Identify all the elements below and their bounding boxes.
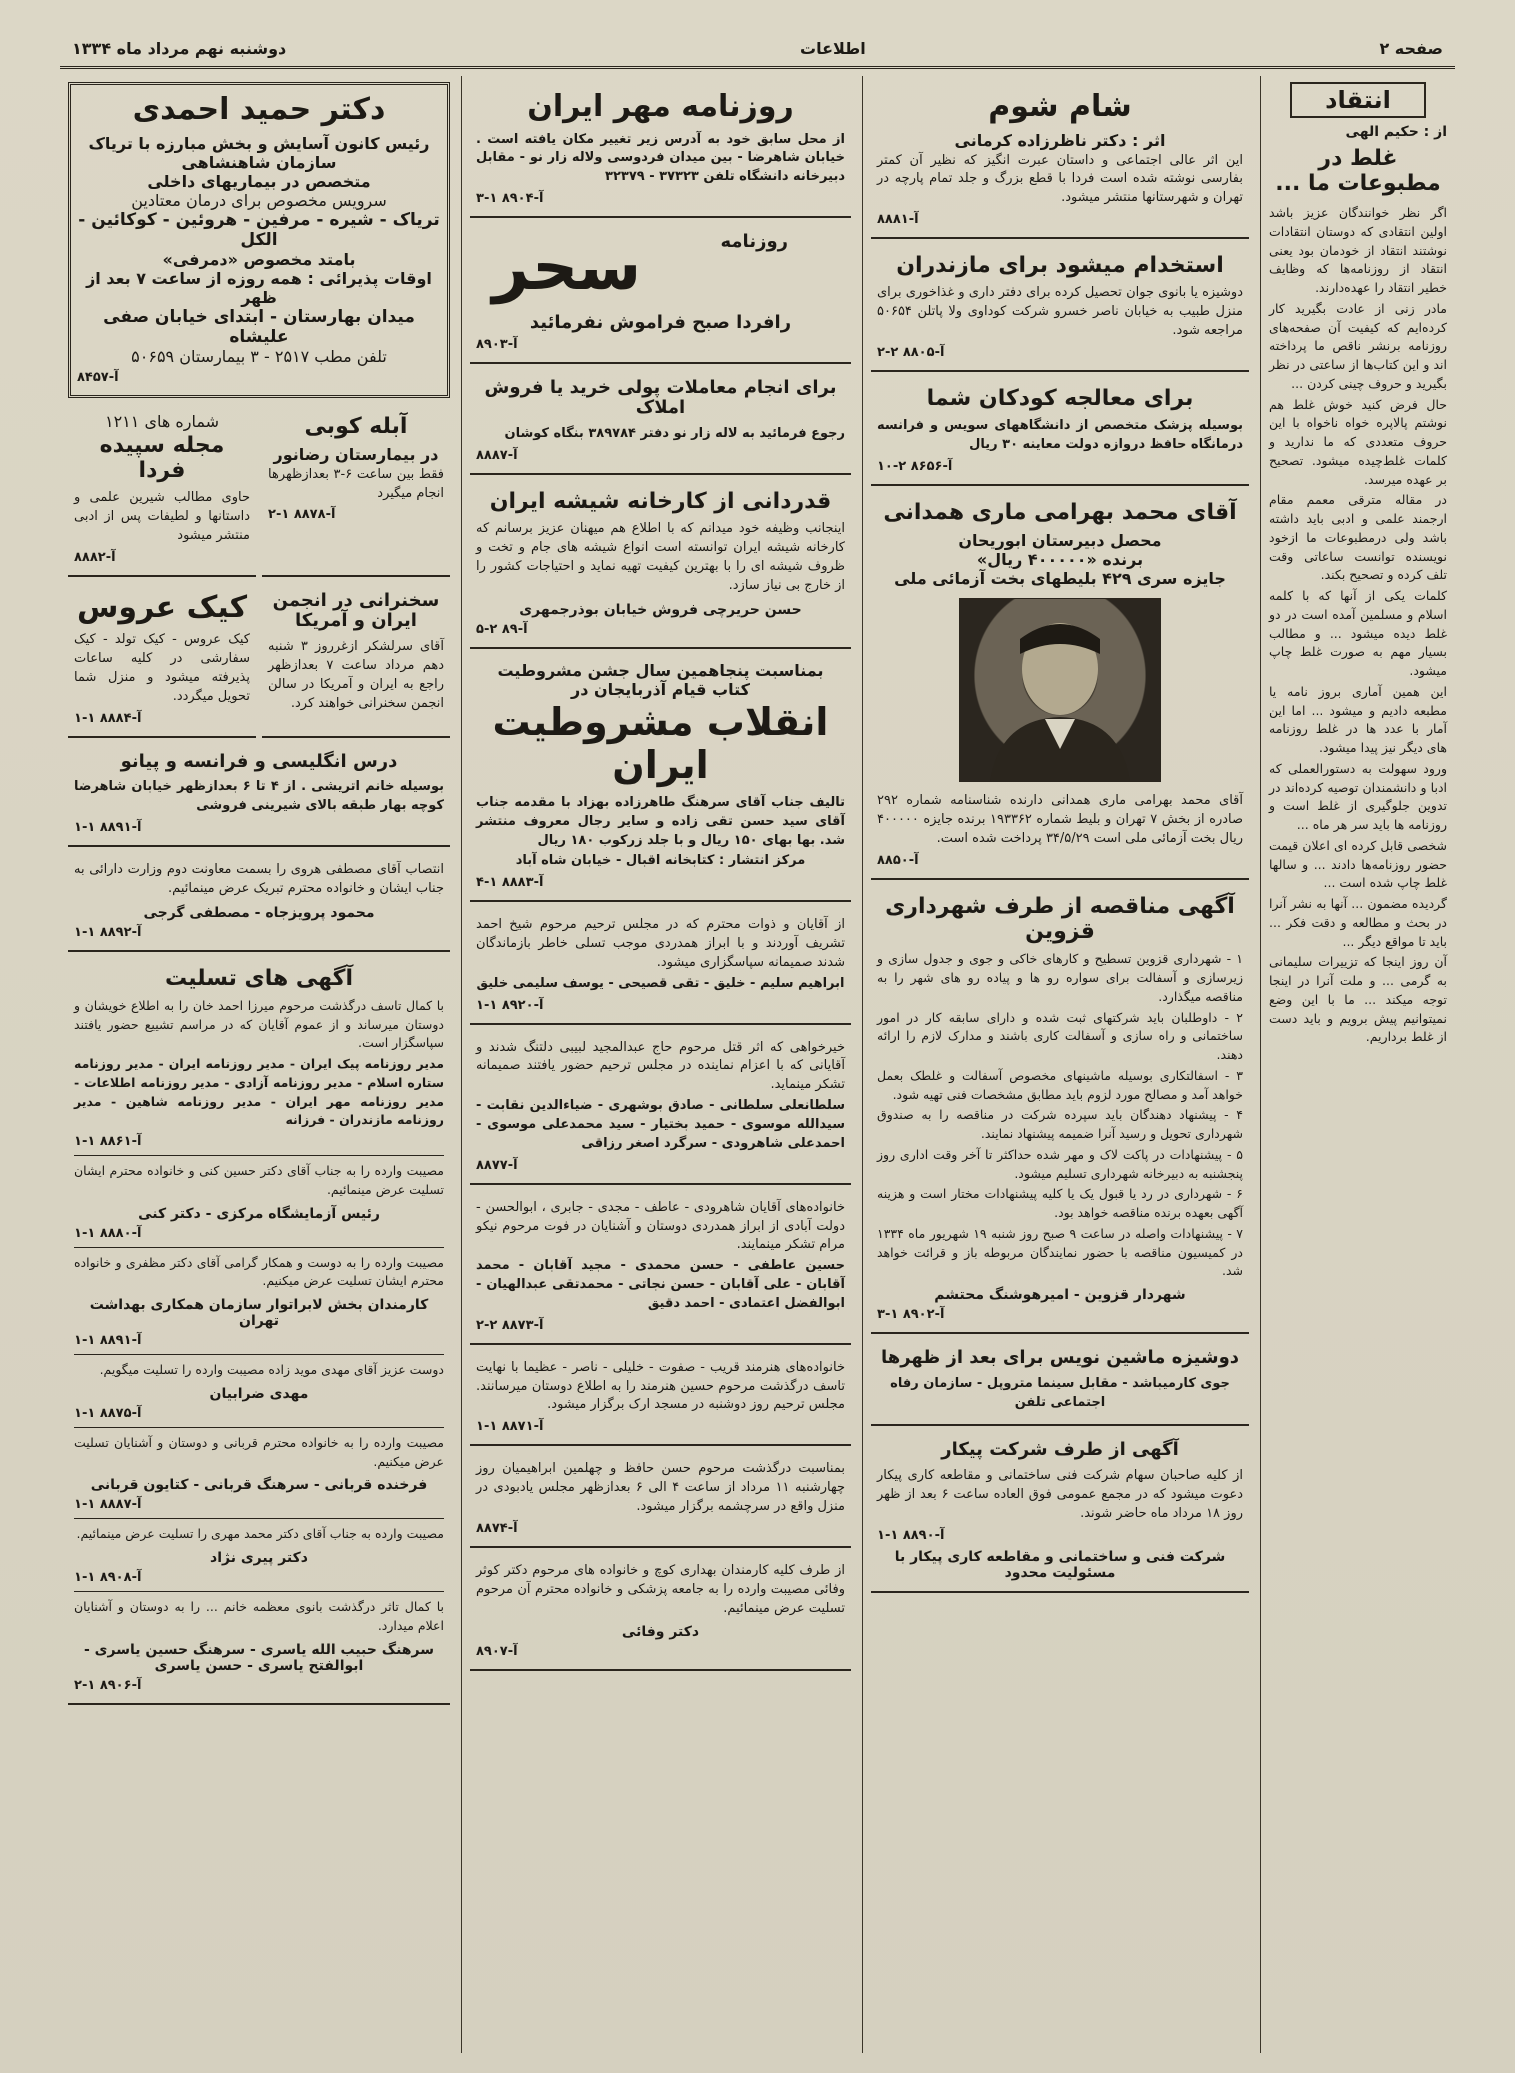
notice-signature: مهدی ضرابیان — [209, 1385, 309, 1402]
ad-title: آگهی مناقصه از طرف شهرداری قزوین — [885, 893, 1235, 944]
ad-service: سرویس مخصوص برای درمان معتادین — [131, 190, 387, 210]
ad-title: قدردانی از کارخانه شیشه ایران — [489, 488, 832, 514]
notice-signature: فرخنده قربانی - سرهنگ قربانی - کتایون قربانی — [90, 1477, 428, 1494]
ad-title: برای انجام معاملات پولی خرید یا فروش املاک — [484, 376, 837, 419]
tender-signature: شهردار قزوین - امیرهوشنگ محتشم — [934, 1287, 1186, 1304]
ad-text: دوشیزه یا بانوی جوان تحصیل کرده برای دفتر داری و غذاخوری برای منزل طبیب به خیابان ناصر خسرو شرکت کوداوی ولا پاتلن ۵۰۶۵۴ مراجعه شود. — [877, 285, 1243, 339]
ad-code: آ-۸۶۵۶ ۲-۱۰ — [877, 458, 953, 474]
ad-code: آ-۸۹۰۴ ۱-۳ — [476, 191, 544, 207]
notice-signature: کارمندان بخش لابراتوار سازمان همکاری بهداشت تهران — [89, 1297, 429, 1330]
ad-text: انتصاب آقای مصطفی هروی را بسمت معاونت دوم وزارت دارائی به جناب ایشان و خانواده محترم تبریک عرض مینمائیم. — [74, 861, 444, 896]
ad-text: آقای سرلشکر ازغرروز ۳ شنبه دهم مرداد ساعت ۷ بعدازظهر راجع به ایران و آمریکا در سالن انجمن سخنرانی خواهند کرد. — [268, 639, 445, 711]
ad-code: آ-۸۸۸۲ — [74, 549, 116, 565]
ad-lecture — [262, 583, 450, 738]
ad-num: شماره های ۱۲۱۱ — [104, 411, 220, 431]
ad-hours: اوقات پذیرائی : همه روزه از ساعت ۷ بعد از ظهر — [86, 268, 432, 307]
ad-glass-factory — [470, 481, 851, 649]
ad-drugs: تریاک - شیره - مرفین - هروئین - کوکائین - الکل — [78, 209, 440, 250]
ad-signature: محمود پرویزجاه - مصطفی گرجی — [143, 904, 375, 921]
notice-text: از آقایان و ذوات محترم که در مجلس ترحیم مرحوم شیخ احمد تشریف آوردند و با ابراز همدردی موجب تسلی خاطر بازماندگان شدند صمیمانه سپاسگزاری میشود. — [476, 917, 845, 970]
notice-text: خیرخواهی که اثر قتل مرحوم حاج عبدالمجید لبیبی دلتنگ شدند و آقایانی که با اعزام نماینده در مجلس ترحیم حضور یافتند صمیمانه تشکر مینماید. — [476, 1039, 845, 1093]
notice-thanks-6 — [470, 1554, 851, 1672]
ad-title: شام شوم — [988, 89, 1132, 124]
notice-names: حسین عاطفی - حسن محمدی - مجید آقابان - محمد آقابان - علی آقابان - حسن نجاتی - محمدتقی عبدالهیان - ابوالفضل اعتمادی - احمد دقیق — [476, 1258, 845, 1311]
notice-signature: دکتر پیری نژاد — [210, 1550, 308, 1567]
notice-text: از طرف کلیه کارمندان بهداری کوچ و خانواده های مرحوم دکتر کوثر وفائی مصیبت وارده را به جامعه پزشکی و خانواده محترم آن مرحوم تسلیت عرض مینمائیم. — [476, 1562, 845, 1616]
ad-sub: برنده «۴۰۰۰۰۰ ریال» — [976, 550, 1144, 570]
ad-code: آ-۸۹ ۲-۵ — [476, 621, 528, 637]
tender-item: ۳ - اسفالتکاری بوسیله ماشینهای مخصوص آسفالت و غلطک بعمل خواهد آمد و مصالح مورد لزوم باید مطابق مشخصات فنی تهیه شود. — [877, 1067, 1243, 1102]
notice-text: با کمال تاسف درگذشت مرحوم میرزا احمد خان را به اطلاع خویشان و دوستان میرساند و از عموم آقایان که در مراسم تشییع حضور یافتند سپاسگزار است. — [74, 997, 444, 1051]
ad-code: آ-۸۸۹۱ ۱-۱ — [74, 819, 142, 835]
ad-sub: محصل دبیرستان ابوریحان — [958, 531, 1162, 551]
ad-distribution: مرکز انتشار : کتابخانه اقبال - خیابان شاه آباد — [515, 853, 806, 869]
ad-title: روزنامه مهر ایران — [527, 89, 794, 124]
ad-text: کیک عروس - کیک تولد - کیک سفارشی در کلیه ساعات پذیرفته میشود و منزل شما تحویل میگردد. — [74, 632, 250, 704]
notice-text: خانواده‌های هنرمند قریب - صفوت - خلیلی - ناصر - عظیما با نهایت تاسف درگذشت مرحوم حسین هنرمند را به اطلاع دوستان میرسانند. مجلس ترحیم روز دوشنبه در مسجد ارک برگزار میشود. — [476, 1359, 845, 1413]
notice-thanks-1 — [470, 908, 851, 1024]
divider — [74, 1354, 444, 1355]
ad-code: آ-۸۸۹۱ ۱-۱ — [74, 1333, 142, 1349]
ad-code: آ-۸۸۸۷ — [476, 447, 518, 463]
notice-thanks-3 — [470, 1191, 851, 1345]
ad-code: آ-۸۹۰۶ ۱-۲ — [74, 1677, 142, 1693]
ads-column-2 — [862, 76, 1257, 2053]
ad-code: آ-۸۹۰۸ ۱-۱ — [74, 1570, 142, 1586]
ad-code: آ-۸۸۸۰ ۱-۱ — [74, 1225, 142, 1241]
section-title: آگهی های تسلیت — [164, 965, 353, 991]
ad-typist — [871, 1340, 1249, 1426]
notice-text: مصیبت وارده به جناب آقای دکتر محمد مهری را تسلیت عرض مینمائیم. — [76, 1526, 444, 1542]
ad-code: آ-۸۸۷۵ ۱-۱ — [74, 1405, 142, 1421]
ad-text: بوسیله پزشک متخصص از دانشگاههای سویس و فرانسه درمانگاه حافظ دروازه دولت معاینه ۳۰ ریال — [877, 418, 1243, 452]
ad-magazine — [68, 406, 256, 577]
notice-text: مصیبت وارده را به جناب آقای دکتر حسین کنی و خانواده محترم ایشان تسلیت عرض مینمائیم. — [74, 1163, 444, 1197]
ad-phone: تلفن مطب ۲۵۱۷ - ۳ بیمارستان ۵۰۶۵۹ — [131, 346, 387, 366]
ad-pre: بمناسبت پنجاهمین سال جشن مشروطیت — [497, 660, 824, 680]
ad-title: آقای محمد بهرامی ماری همدانی — [883, 499, 1237, 525]
editorial-paragraph: آن روز اینجا که تزییرات سلیمانی به گرمی ... و ملت آنرا در اینجا توجه میکند ... ما با این وضع نمیتوانیم پیش برویم و باید دست از غلط برداریم. — [1269, 954, 1447, 1045]
divider — [74, 1155, 444, 1156]
ad-title: آگهی از طرف شرکت پیکار — [941, 1439, 1179, 1461]
ad-real-estate — [470, 370, 851, 475]
ad-company — [871, 1432, 1249, 1592]
notice-signature: دکتر وفائی — [621, 1624, 700, 1641]
ad-code: آ-۸۸۵۰ — [877, 852, 919, 868]
ad-code: آ-۸۸۰۵ ۲-۲ — [877, 344, 945, 360]
notice-text: مصیبت وارده را به خانواده محترم قربانی و دوستان و آشنایان تسلیت عرض میکنیم. — [74, 1434, 444, 1469]
ad-byline: اثر : دکتر ناظرزاده کرمانی — [954, 130, 1166, 150]
ad-spec: متخصص در بیماریهای داخلی — [147, 171, 371, 191]
ad-title: دکتر حمید احمدی — [132, 92, 386, 127]
masthead — [60, 30, 1455, 69]
notice-signature: سرهنگ حبیب الله یاسری - سرهنگ حسین یاسری - ابوالفتح یاسری - حسن یاسری — [84, 1641, 434, 1674]
ad-code: آ-۸۹۰۳ — [476, 336, 518, 352]
editorial-column — [1260, 76, 1455, 2053]
ad-code: آ-۸۹۰۷ — [476, 1644, 518, 1660]
ad-text: حاوی مطالب شیرین علمی و داستانها و لطیفات پس از ادبی منتشر میشود — [74, 490, 250, 543]
notice-text: بمناسبت درگذشت مرحوم حسن حافظ و چهلمین ابراهیمیان روز چهارشنبه ۱۱ مرداد از ساعت ۴ الی ۶ بعدازظهر مجلس یادبودی در منزل واقع در سرچشمه برگزار میشود. — [476, 1461, 845, 1514]
ad-hiring — [871, 245, 1249, 372]
notice-thanks-2 — [470, 1031, 851, 1185]
condolence-section — [68, 958, 450, 1705]
editorial-paragraph: مادر زنی از عادت بگیرید کار کرده‌ایم که کیفیت آن صفحه‌های روزنامه برنشر ناقص ما پرداخته اند و این کتاب‌ها از ساعتی در نظر بگیرید و حروف چینی کردن ... — [1269, 300, 1447, 391]
editorial-paragraph: گردیده مضمون ... آنها به نشر آنرا در بحث و مطالعه و دقت فکر ... باید تا مواقع دیگر ... — [1269, 896, 1447, 949]
tender-item: ۱ - شهرداری قزوین تسطیح و کارهای خاکی و جوی و جدول سازی و زیرسازی و آسفالت برای سواره رو ها و پیاده رو های شهر را به مناقصه میگذارد. — [877, 951, 1243, 1004]
paper-name: اطلاعات — [800, 38, 866, 58]
ad-appointment — [68, 853, 450, 952]
ad-sham-shum — [871, 82, 1249, 239]
ad-title: آبله کوبی — [304, 413, 408, 439]
ad-sub: در بیمارستان رضانور — [273, 444, 439, 464]
notice-names: سلطانعلی سلطانی - صادق بوشهری - ضیاءالدین نقابت - سیدالله موسوی - حمید بختیار - سید محمدعلی موسوی - احمدعلی شاهرودی - سرگرد اصغر رزاقی — [476, 1098, 845, 1151]
divider — [74, 1247, 444, 1248]
ad-text: تالیف جناب آقای سرهنگ طاهرزاده بهزاد با مقدمه جناب آقای سید حسن تقی زاده و سایر رجال معروف منتشر شد. بها بهای ۱۵۰ ریال و با جلد زرکوب ۱۸۰ ریال — [476, 794, 845, 848]
ad-sahar — [470, 224, 851, 364]
ad-code: آ-۸۸۷۱ ۱-۱ — [476, 1419, 544, 1435]
ad-title: مجله سپیده فردا — [99, 432, 225, 483]
ad-lottery — [871, 492, 1249, 880]
editorial-body — [1269, 204, 1447, 1047]
editorial-paragraph: این همین آماری بروز نامه یا مطبعه دادیم و میشود ... اما این آمار با عدد ها در غلط روزنامه های دیگر نیز پیدا میشود. — [1269, 683, 1447, 755]
issue-date: دوشنبه نهم مرداد ماه ۱۳۳۴ — [72, 38, 287, 58]
ad-mehr-iran — [470, 82, 851, 218]
ad-pre2: کتاب قیام آذربایجان در — [571, 679, 750, 699]
ads-column-3 — [461, 76, 859, 2053]
ad-text: فقط بین ساعت ۶-۳ بعدازظهرها انجام میگیرد — [268, 466, 444, 501]
ad-code: آ-۸۸۹۰ ۱-۱ — [877, 1527, 945, 1543]
ad-code: آ-۸۸۷۴ — [476, 1520, 518, 1536]
ad-lessons — [68, 744, 450, 847]
notice-text: مصیبت وارده را به دوست و همکار گرامی آقای دکتر مظفری و خانواده محترم ایشان تسلیت عرض میکنیم. — [74, 1254, 444, 1289]
editorial-author: از : حکیم الهی — [1345, 124, 1447, 140]
ad-doctor — [68, 82, 450, 398]
ad-address: میدان بهارستان - ابتدای خیابان صفی علیشاه — [103, 306, 415, 347]
ad-code: آ-۸۹۰۲ ۱-۳ — [877, 1307, 945, 1323]
ad-code: آ-۸۸۷۳ ۲-۲ — [476, 1317, 544, 1333]
tender-item: ۵ - پیشنهادات در پاکت لاک و مهر شده حداکثر تا آخر وقت اداری روز پنجشنبه به دبیرخانه شهرداری تسلیم میشود. — [877, 1146, 1243, 1181]
divider — [74, 1518, 444, 1519]
ad-method: بامتد مخصوص «دمرفی» — [162, 249, 356, 269]
ad-title: درس انگلیسی و فرانسه و پیانو — [120, 750, 398, 772]
ad-code: آ-۸۸۶۱ ۱-۱ — [74, 1134, 142, 1150]
ad-text: رجوع فرمائید به لاله زار نو دفتر ۳۸۹۷۸۴ بنگاه کوشان — [504, 426, 845, 441]
editorial-title: غلط در مطبوعات ما ... — [1275, 146, 1441, 196]
ads-column-4 — [60, 76, 458, 2053]
ad-title: سحر — [492, 231, 642, 306]
photo-caption: آقای محمد بهرامی ماری همدانی دارنده شناسنامه شماره ۲۹۲ صادره از بخش ۷ تهران و بلیط شماره ۱۹۳۳۶۲ برنده جایزه ۴۰۰۰۰۰ ریال بخت آزمائی ملی است ۳۴/۵/۲۹ پرداخت شده است. — [877, 793, 1244, 846]
tender-item: ۴ - پیشنهاد دهندگان باید سپرده شرکت در مناقصه را به صندوق شهرداری تحویل و رسید آنرا ضمیمه پیشنهاد نمایند. — [877, 1107, 1243, 1142]
ad-title: استخدام میشود برای مازندران — [896, 253, 1224, 279]
ad-signature: حسن حریرچی فروش خیابان بوذرجمهری — [519, 601, 802, 618]
ad-code: آ-۸۸۸۷ ۱-۱ — [74, 1497, 142, 1513]
winner-photo — [959, 598, 1161, 782]
editorial-paragraph: شخصی قابل کرده ای اعلان قیمت حضور روزنامه‌ها دادند ... و سالها غلط چاپ شده است ... — [1269, 837, 1447, 891]
notice-thanks-5 — [470, 1452, 851, 1548]
ad-text: از محل سابق خود به آدرس زیر تغییر مکان یافته است . خیابان شاهرضا - بین میدان فردوسی ولاله زار نو - مقابل دبیرخانه دانشگاه تلفن ۳۷۳۲۳ - ۳۲۳۷۹ — [476, 131, 845, 185]
ad-sub: جایزه سری ۴۲۹ بلیطهای بخت آزمائی ملی — [894, 569, 1226, 589]
ad-title: سخنرانی در انجمن ایران و آمریکا — [272, 589, 440, 632]
ad-code: آ-۸۸۸۱ — [877, 212, 919, 228]
ad-code: آ-۸۴۵۷ — [77, 369, 119, 385]
ad-title: کیک عروس — [76, 589, 248, 625]
editorial-paragraph: ورود سهولت به دستورالعملی که ادبا و دانشمندان توصیه کرده‌اند در تدوین جلوگیری از غلط است و روزنامه ها باید سر هر ماه ... — [1269, 760, 1447, 832]
ad-text: رافردا صبح فراموش نفرمائید — [529, 311, 792, 333]
ad-pre: روزنامه — [720, 231, 788, 253]
page-number: صفحه ۲ — [1379, 38, 1443, 58]
tender-item: ۶ - شهرداری در رد یا قبول یک یا کلیه پیشنهادات مختار است و هزینه آگهی بعهده برنده مناقصه خواهد بود. — [877, 1186, 1243, 1221]
ad-title: انقلاب مشروطیت ایران — [492, 699, 829, 788]
ad-text: این اثر عالی اجتماعی و داستان عبرت انگیز که نظیر آن کمتر بفارسی نوشته شده است فردا با قطع بزرگ و جلد تمام پارچه در تهران و شهرستانها منتشر میشود. — [877, 152, 1243, 206]
divider — [74, 1591, 444, 1592]
ad-code: آ-۸۹۲۰ ۱-۱ — [476, 997, 544, 1013]
ad-sub: رئیس کانون آسایش و بخش مبارزه با تریاک سازمان شاهنشاهی — [88, 133, 430, 172]
ad-clinic — [871, 378, 1249, 486]
ad-book — [470, 655, 851, 903]
ad-tender — [871, 886, 1249, 1334]
editorial-paragraph: کلمات یکی از آنها که با کلمه اسلام و مسلمین آمده است در دو غلط دیده میشود ... و مطالب بسیار مهم به صورت غلط چاپ میشود. — [1269, 588, 1447, 678]
ad-title: دوشیزه ماشین نویس برای بعد از ظهرها — [880, 1347, 1240, 1369]
divider — [74, 1427, 444, 1428]
editorial-paragraph: حال فرض کنید خوش غلط هم نوشتم پالاپره خواه ناخواه با این حروف متعددی که ما ندارید و کلمات غلط‌چیده میشود. تصحیح بر عهده میرسد. — [1269, 396, 1447, 487]
ad-title: برای معالجه کودکان شما — [926, 385, 1194, 411]
editorial-paragraph: اگر نظر خوانندگان عزیز باشد اولین انتقادی که دوستان انتقادات نوشتند انتقاد از خودمان بود یعنی انتقاد از روزنامه‌ها که وظایف خطیر انتقاد را عهده‌دارند. — [1269, 205, 1447, 295]
editorial-paragraph: در مقاله مترقی معمم مقام ارجمند علمی و ادبی باید داشته باشد ولی درمطبوعات ما ازخود نویسنده توانست ساعاتی وقت تلف کرده و تصحیح بکند. — [1269, 492, 1447, 583]
ad-text: جوی کارمیباشد - مقابل سینما متروپل - سازمان رفاه اجتماعی تلفن — [890, 1375, 1230, 1410]
ad-footer: شرکت فنی و ساختمانی و مقاطعه کاری پیکار با مسئولیت محدود — [894, 1548, 1226, 1581]
ad-code: آ-۸۸۷۸ ۱-۲ — [268, 507, 336, 523]
tender-item: ۷ - پیشنهادات واصله در ساعت ۹ صبح روز شنبه ۱۹ شهریور ماه ۱۳۳۴ در کمیسیون مناقصه با حضور نمایندگان مربوطه باز و قرائت خواهد شد. — [877, 1225, 1243, 1279]
ad-text: بوسیله خانم اتریشی . از ۴ تا ۶ بعدازظهر خیابان شاهرضا کوچه بهار طبقه بالای شیرینی فروشی — [74, 779, 444, 814]
notice-text: با کمال تاثر درگذشت بانوی معظمه خانم ... را به دوستان و آشنایان اعلام میدارد. — [74, 1599, 444, 1633]
notice-text: خانواده‌های آقایان شاهرودی - عاطف - مجدی - جابری ، ابوالحسن - دولت آبادی از ابراز همدردی دوستان و آشنایان در فوت مرحوم نیکو مرام تشکر مینمایند. — [476, 1199, 845, 1253]
ad-code: آ-۸۸۷۷ — [476, 1157, 518, 1173]
notice-signature: رئیس آزمایشگاه مرکزی - دکتر کنی — [138, 1205, 380, 1222]
ad-vaccination — [262, 406, 450, 577]
notice-names: مدیر روزنامه پیک ایران - مدیر روزنامه ایران - مدیر روزنامه ستاره اسلام - مدیر روزنامه آزادی - مدیر روزنامه اطلاعات - مدیر روزنامه مهر ایران - مدیر روزنامه شاهین - مدیر روزنامه مازندران - فرزانه — [74, 1056, 444, 1128]
ad-text: از کلیه صاحبان سهام شرکت فنی ساختمانی و مقاطعه کاری پیکار دعوت میشود که در مجمع عمومی فوق العاده ساعت ۶ بعد از ظهر روز ۱۸ مرداد ماه حاضر شوند. — [877, 1468, 1244, 1521]
ad-code: آ-۸۸۸۴ ۱-۱ — [74, 710, 142, 726]
notice-text: دوست عزیز آقای مهدی موید زاده مصیبت وارده را تسلیت میگویم. — [99, 1362, 444, 1378]
ad-cake — [68, 583, 256, 738]
tender-item: ۲ - داوطلبان باید شرکتهای ثبت شده و دارای سابقه کار در امور ساختمانی و راه سازی و آسفالت کاری باشند و مدارک لازم را ارائه دهند. — [877, 1009, 1243, 1063]
section-title: انتقاد — [1290, 82, 1426, 118]
ad-code: آ-۸۸۹۲ ۱-۱ — [74, 924, 142, 940]
ad-text: اینجانب وظیفه خود میدانم که با اطلاع هم میهنان عزیز برسانم که کارخانه شیشه ایران توانسته است انواع شیشه های جام و تخت و ظروف شیشه ای را با بهترین کیفیت تهیه نماید و احتیاجات کشور را از خارج بی نیاز سازد. — [476, 521, 845, 593]
portrait-silhouette — [960, 599, 1160, 781]
ad-code: آ-۸۸۸۳ ۱-۴ — [476, 875, 544, 891]
notice-thanks-4 — [470, 1351, 851, 1447]
notice-names: ابراهیم سلیم - خلیق - تقی قصیحی - یوسف سلیمی خلیق — [476, 975, 845, 991]
